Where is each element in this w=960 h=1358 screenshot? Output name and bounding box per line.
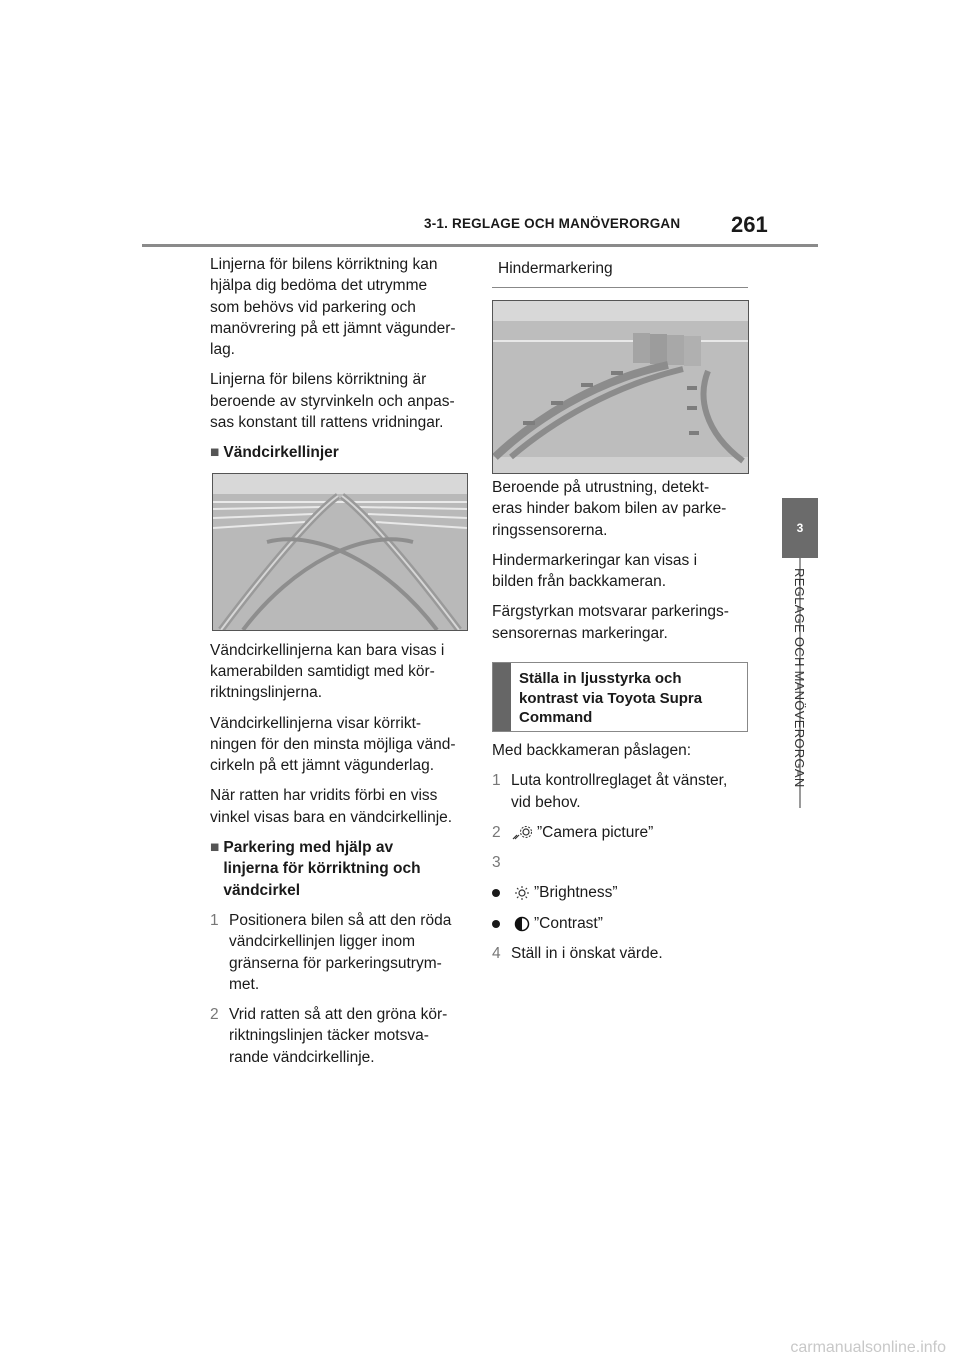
- chapter-number: 3: [796, 521, 804, 535]
- header-rule: [142, 244, 818, 247]
- chapter-label: REGLAGE OCH MANÖVERORGAN: [792, 568, 807, 788]
- step-1: 1 Positionera bilen så att den röda vändcirkellinjen ligger inom gränserna för parkeringsutrym- met.: [210, 911, 452, 993]
- section-callout: [492, 662, 748, 732]
- contrast-icon: [514, 916, 530, 932]
- subheading-turning-lines: ■ Vändcirkellinjer: [210, 442, 472, 463]
- paragraph: Färgstyrkan motsvarar parkerings- sensorernas markeringar.: [492, 603, 729, 642]
- step-4: 4 Ställ in i önskat värde.: [492, 945, 663, 963]
- paragraph: Linjerna för bilens körriktning är beroende av styrvinkeln och anpas- sas konstant till rattens vridningar.: [210, 371, 455, 432]
- step-3: 3: [492, 854, 501, 872]
- turning-circle-illustration: [213, 474, 467, 630]
- step-2: 2 ”Camera picture”: [492, 823, 654, 841]
- callout-title: Ställa in ljusstyrka och kontrast via Toyota Supra Command: [519, 670, 703, 726]
- bullet-contrast: ”Contrast”: [492, 913, 754, 934]
- obstacle-marking-figure: [492, 300, 749, 474]
- paragraph: Vändcirkellinjerna kan bara visas i kamerabilden samtidigt med kör- riktningslinjerna.: [210, 641, 445, 702]
- obstacle-marking-illustration: [493, 301, 748, 473]
- paragraph: Vändcirkellinjerna visar körrikt- ningen för den minsta möjliga vänd- cirkeln på ett jämnt vägunderlag.: [210, 714, 456, 775]
- column-right-lower: [492, 740, 754, 973]
- callout-bar: [493, 663, 511, 731]
- step-2: 2 Vrid ratten så att den gröna kör- riktningslinjen täcker motsva- rande vändcirkellinje.: [210, 1006, 448, 1066]
- turning-circle-figure: [212, 473, 468, 631]
- column-right: [492, 477, 754, 653]
- paragraph: När ratten har vridits förbi en viss vinkel visas bara en vändcirkellinje.: [210, 787, 453, 826]
- square-bullet-icon: ■: [210, 839, 220, 857]
- column-left: [210, 254, 472, 1077]
- camera-settings-icon: [511, 825, 533, 841]
- figure-legend: Hindermarkering: [492, 252, 748, 288]
- square-bullet-icon: ■: [210, 444, 220, 462]
- subheading-parking: ■ Parkering med hjälp av linjerna för körriktning och vändcirkel: [210, 837, 472, 901]
- paragraph: Med backkameran påslagen:: [492, 742, 692, 759]
- bullet-brightness: ”Brightness”: [492, 882, 754, 903]
- page-number: 261: [731, 212, 768, 237]
- brightness-icon: [514, 885, 530, 901]
- step-1: 1 Luta kontrollreglaget åt vänster, vid behov.: [492, 772, 728, 811]
- paragraph: Beroende på utrustning, detekt- eras hinder bakom bilen av parke- ringssensorerna.: [492, 479, 727, 539]
- paragraph: Linjerna för bilens körriktning kan hjälpa dig bedöma det utrymme som behövs vid parkering och manövrering på ett jämnt vägunder- lag.: [210, 256, 456, 359]
- chapter-tab: [782, 498, 818, 558]
- section-title: 3-1. REGLAGE OCH MANÖVERORGAN: [424, 216, 681, 231]
- paragraph: Hindermarkeringar kan visas i bilden från backkameran.: [492, 551, 698, 591]
- watermark: carmanualsonline.info: [790, 1339, 946, 1356]
